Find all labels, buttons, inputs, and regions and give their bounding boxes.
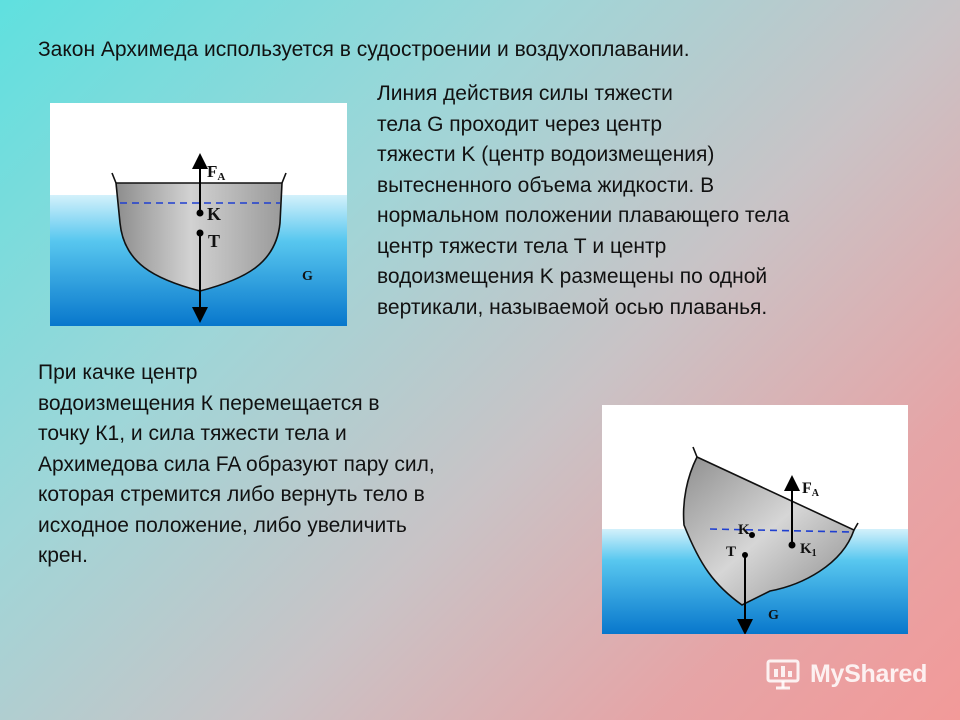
paragraph-line: исходное положение, либо увеличить — [38, 513, 407, 537]
paragraph-line: тела G проходит через центр — [377, 112, 663, 136]
shifted-buoyancy-center-point — [789, 542, 796, 549]
buoyancy-center-label: K — [738, 522, 750, 538]
weight-label: G — [302, 269, 313, 284]
upright-hull-diagram — [50, 103, 347, 326]
paragraph-line: центр тяжести тела Т и центр — [377, 234, 667, 258]
gravity-center-point — [197, 230, 204, 237]
paragraph-buoyancy-axis — [377, 79, 917, 323]
heeled-hull-diagram — [602, 405, 908, 634]
paragraph-line: вытесненного объема жидкости. В — [377, 173, 715, 197]
buoyancy-center-point — [197, 210, 204, 217]
shifted-buoyancy-center-label: $K_1$ — [800, 541, 817, 559]
gravity-center-label: T — [726, 544, 737, 560]
watermark-text: MyShared — [810, 659, 928, 688]
paragraph-line: точку К1, и сила тяжести тела и — [38, 422, 347, 445]
presentation-icon — [766, 657, 804, 691]
paragraph-line: которая стремится либо вернуть тело в — [38, 483, 425, 506]
paragraph-line: крен. — [38, 544, 88, 567]
buoyancy-center-point — [749, 532, 755, 538]
paragraph-line: водоизмещения K размещены по одной — [377, 265, 768, 288]
upright-hull-svg — [50, 103, 347, 326]
paragraph-line: При качке центр — [38, 361, 198, 384]
force-label: FA — [207, 162, 226, 183]
paragraph-line: Линия действия силы тяжести — [377, 82, 673, 105]
gravity-center-label: T — [208, 231, 221, 251]
paragraph-line: нормальном положении плавающего тела — [377, 204, 790, 227]
paragraph-line: вертикали, называемой осью плаванья. — [377, 295, 768, 319]
weight-label: G — [768, 608, 779, 623]
heeled-hull-svg — [602, 405, 908, 634]
paragraph-line: водоизмещения К перемещается в — [38, 391, 380, 415]
slide-title: Закон Архимеда используется в судостроении и воздухоплавании. — [38, 38, 690, 61]
watermark — [766, 656, 927, 692]
buoyancy-center-label: K — [207, 204, 222, 224]
paragraph-line: тяжести K (центр водоизмещения) — [377, 143, 715, 166]
force-label: FA — [802, 480, 820, 499]
paragraph-rolling — [38, 358, 598, 572]
gravity-center-point — [742, 552, 748, 558]
paragraph-line: Архимедова сила FA образуют пару сил, — [38, 452, 435, 476]
